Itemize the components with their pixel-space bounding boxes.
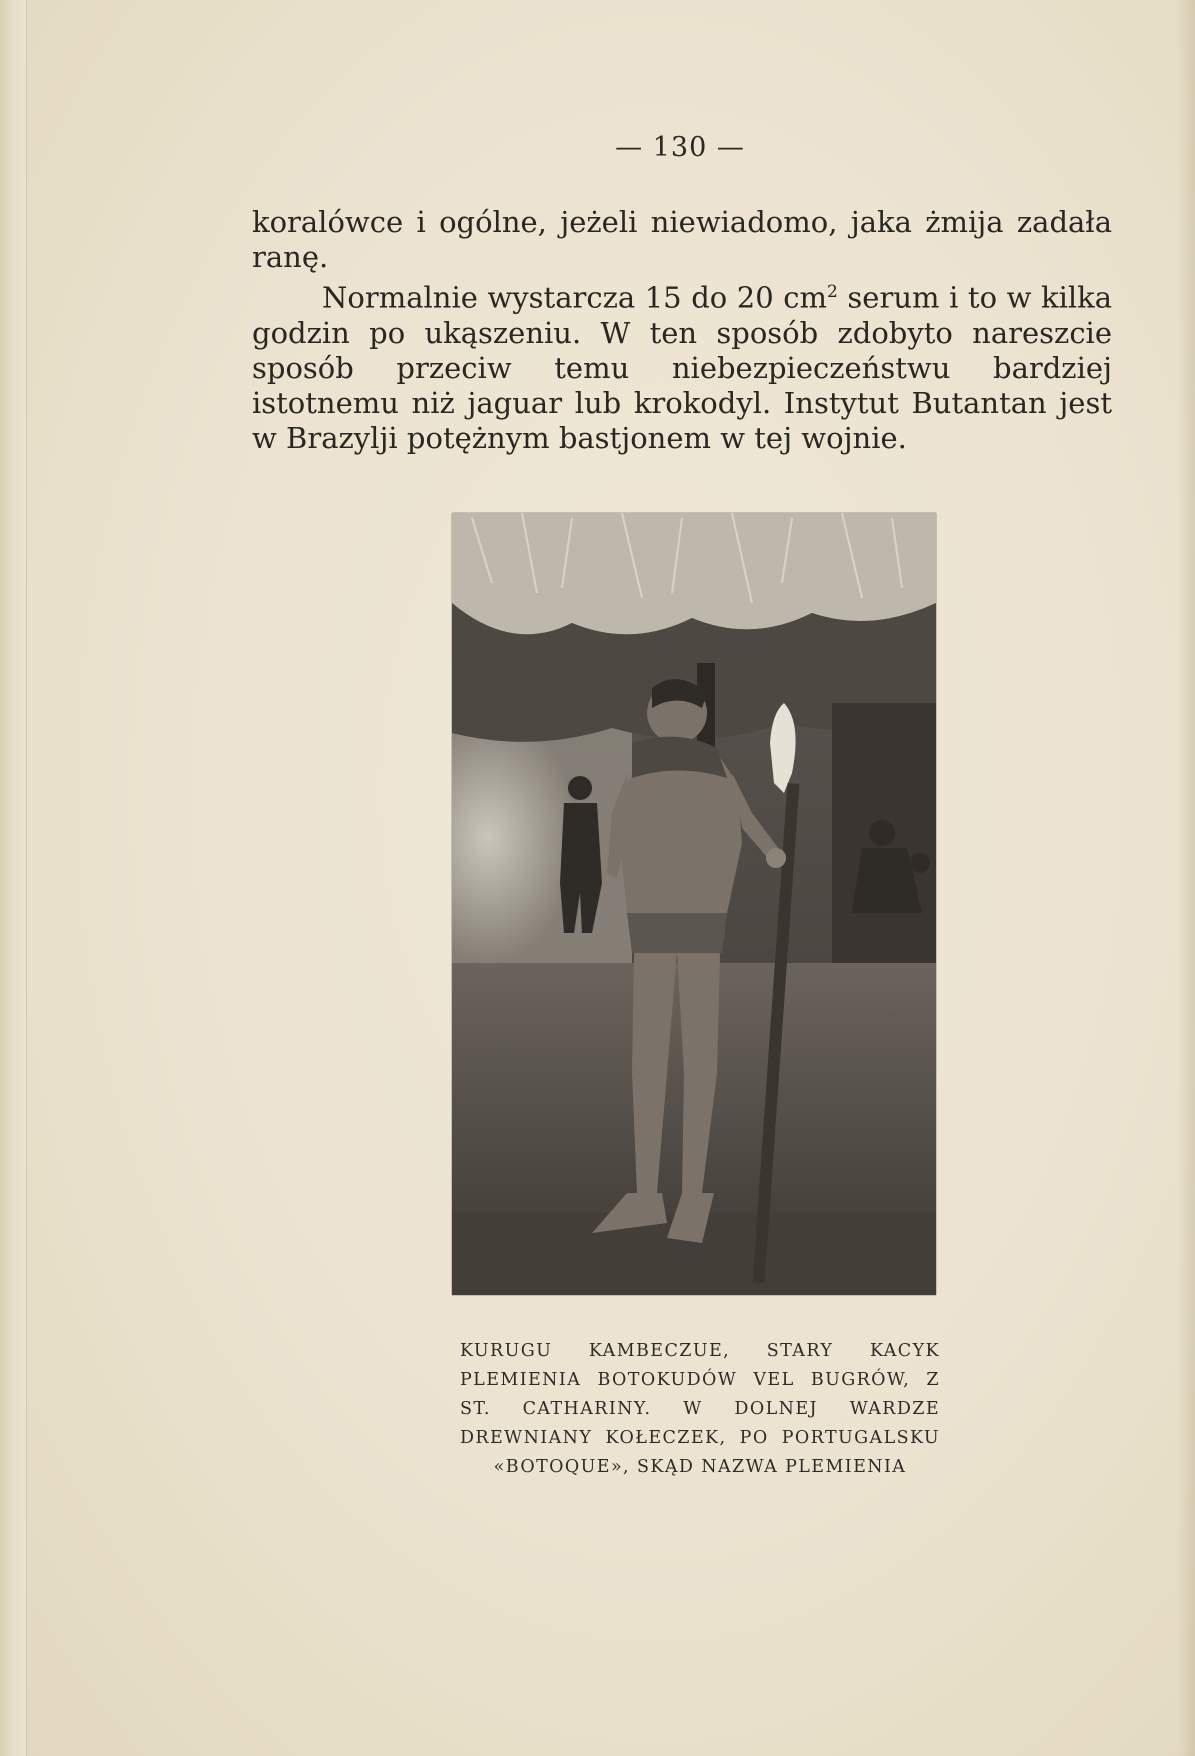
- paragraph-2-rest: serum i to w kilka godzin po ukąszeniu. W ten sposób zdobyto nareszcie sposób przeciw temu niebezpieczeństwu bardziej istotnemu niż jaguar lub krokodyl. Instytut Butantan jest w Brazylji potężnym bastjonem w tej wojnie.: [252, 280, 1112, 455]
- page-spine-edge: [0, 0, 27, 1756]
- body-text: [252, 205, 1112, 456]
- page-number: — 130 —: [615, 132, 745, 163]
- paragraph-2: [252, 275, 1112, 456]
- photograph: [452, 513, 936, 1295]
- page-right-edge-shadow: [1177, 0, 1195, 1756]
- photograph-image: [452, 513, 936, 1295]
- caption-text: KURUGU KAMBECZUE, STARY KACYK PLEMIENIA BOTOKUDÓW VEL BUGRÓW, Z ST. CATHARINY. W DOLNEJ WARDZE DREWNIANY KOŁECZEK, PO PORTUGALSKU «BOTOQUE», SKĄD NAZWA PLEMIENIA: [460, 1341, 940, 1477]
- paragraph-1: koralówce i ogólne, jeżeli niewiadomo, jaka żmija zadała ranę.: [252, 205, 1112, 274]
- superscript-2: 2: [827, 282, 838, 302]
- figure-caption: [460, 1337, 940, 1482]
- paragraph-2-start: Normalnie wystarcza 15 do 20 cm: [322, 280, 828, 315]
